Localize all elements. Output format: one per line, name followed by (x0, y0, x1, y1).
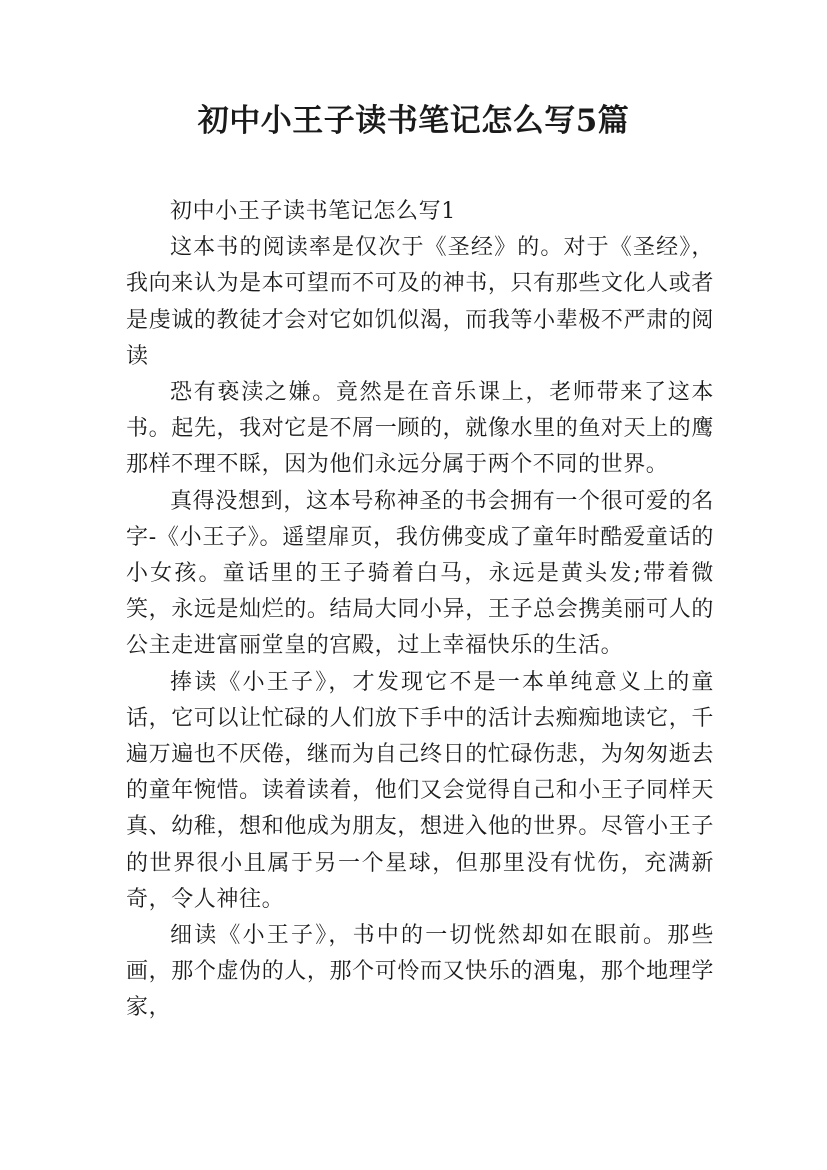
document-body (126, 194, 714, 1027)
body-paragraph: 细读《小王子》，书中的一切恍然却如在眼前。那些画，那个虚伪的人，那个可怜而又快乐的酒鬼，那个地理学家， (126, 923, 714, 1021)
body-paragraph: 恐有亵渎之嫌。竟然是在音乐课上，老师带来了这本书。起先，我对它是不屑一顾的，就像水里的鱼对天上的鹰那样不理不睬，因为他们永远分属于两个不同的世界。 (126, 380, 714, 478)
document-title: 初中小王子读书笔记怎么写5篇 (197, 103, 630, 139)
body-paragraph: 真得没想到，这本号称神圣的书会拥有一个很可爱的名字-《小王子》。遥望扉页，我仿佛变成了童年时酷爱童话的小女孩。童话里的王子骑着白马，永远是黄头发;带着微笑，永远是灿烂的。结局大同小异，王子总会携美丽可人的公主走进富丽堂皇的宫殿，过上幸福快乐的生活。 (126, 488, 714, 659)
subheading-paragraph: 初中小王子读书笔记怎么写1 (170, 199, 456, 224)
body-paragraph: 捧读《小王子》，才发现它不是一本单纯意义上的童话，它可以让忙碌的人们放下手中的活计去痴痴地读它，千遍万遍也不厌倦，继而为自己终日的忙碌伤悲，为匆匆逝去的童年惋惜。读着读着，他们又会觉得自己和小王子同样天真、幼稚，想和他成为朋友，想进入他的世界。尽管小王子的世界很小且属于另一个星球，但那里没有忧伤，充满新奇，令人神往。 (126, 669, 714, 912)
body-paragraph: 这本书的阅读率是仅次于《圣经》的。对于《圣经》，我向来认为是本可望而不可及的神书，只有那些文化人或者是虔诚的教徒才会对它如饥似渴，而我等小辈极不严肃的阅读 (126, 235, 714, 369)
